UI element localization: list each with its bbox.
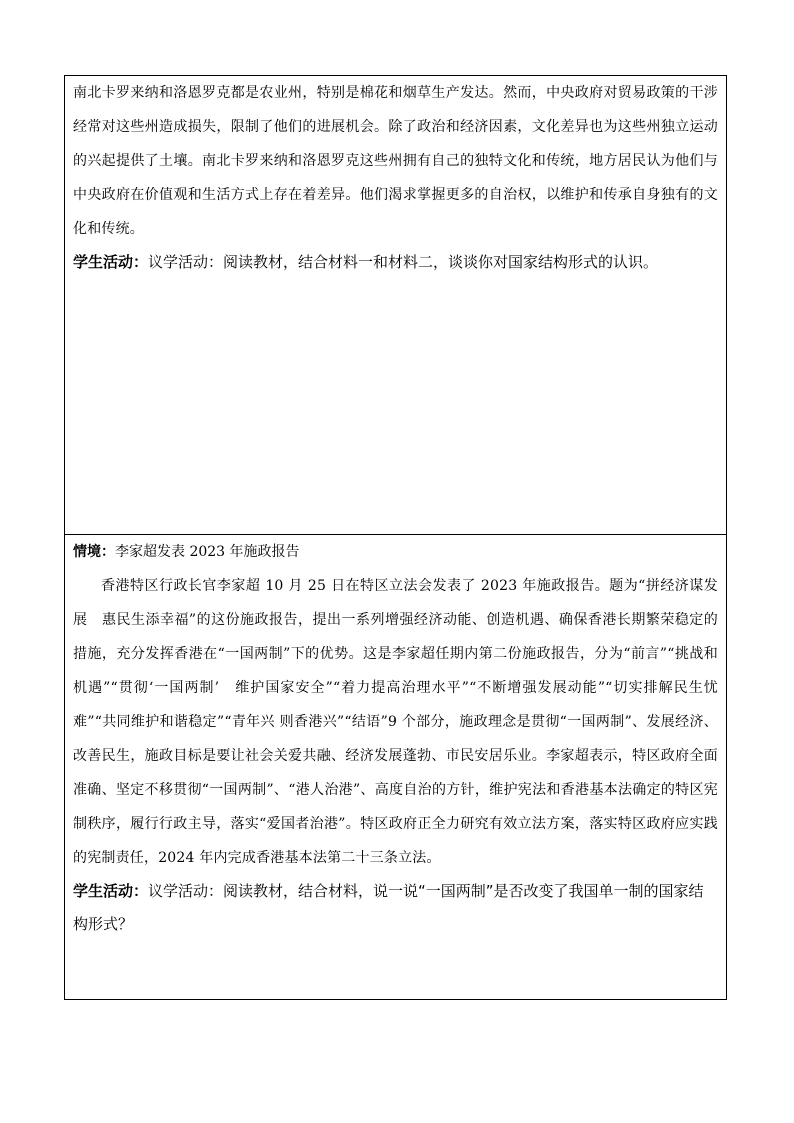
activity-label: 学生活动：: [73, 882, 149, 900]
activity-text: 议学活动：阅读教材，结合材料，说一说“一国两制”是否改变了我国单一制的国家结构形式？: [73, 882, 704, 933]
table-cell-context: [65, 535, 726, 1000]
context-title: 李家超发表 2023 年施政报告: [115, 544, 300, 560]
context-paragraph: 香港特区行政长官李家超 10 月 25 日在特区立法会发表了 2023 年施政报告。题为“拼经济谋发展 惠民生添幸福”的这份施政报告，提出一系列增强经济动能、创造机遇、确保香港长期繁荣稳定的措施，充分发挥香港在“一国两制”下的优势。这是李家超任期内第二份施政报告，分为“前言”“挑战和机遇”“贯彻‘一国两制’ 维护国家安全”“着力提高治理水平”“不断增强发展动能”“切实排解民生忧难”“共同维护和谐稳定”“青年兴 则香港兴”“结语”9 个部分，施政理念是贯彻“一国两制”、发展经济、改善民生，施政目标是要让社会关爱共融、经济发展蓬勃、市民安居乐业。李家超表示，特区政府全面准确、坚定不移贯彻“一国两制”、“港人治港”、高度自治的方针，维护宪法和香港基本法确定的特区宪制秩序，履行行政主导，落实“爱国者治港”。特区政府正全力研究有效立法方案，落实特区政府应实践的宪制责任，2024 年内完成香港基本法第二十三条立法。: [73, 578, 718, 866]
material-paragraph: 南北卡罗来纳和洛恩罗克都是农业州，特别是棉花和烟草生产发达。然而，中央政府对贸易政策的干涉经常对这些州造成损失，限制了他们的进展机会。除了政治和经济因素，文化差异也为这些州独立运动的兴起提供了土壤。南北卡罗来纳和洛恩罗克这些州拥有自己的独特文化和传统，地方居民认为他们与中央政府在价值观和生活方式上存在着差异。他们渴求掌握更多的自治权，以维护和传承自身独有的文化和传统。: [73, 85, 718, 237]
activity-text: 议学活动：阅读教材，结合材料一和材料二，谈谈你对国家结构形式的认识。: [148, 253, 659, 271]
content-table: [64, 75, 727, 1000]
context-label: 情境：: [73, 544, 115, 560]
student-activity-1: [73, 246, 718, 279]
student-activity-2: [73, 875, 718, 941]
context-heading: [73, 535, 718, 569]
table-cell-material: [65, 76, 726, 534]
activity-label: 学生活动：: [73, 253, 149, 271]
